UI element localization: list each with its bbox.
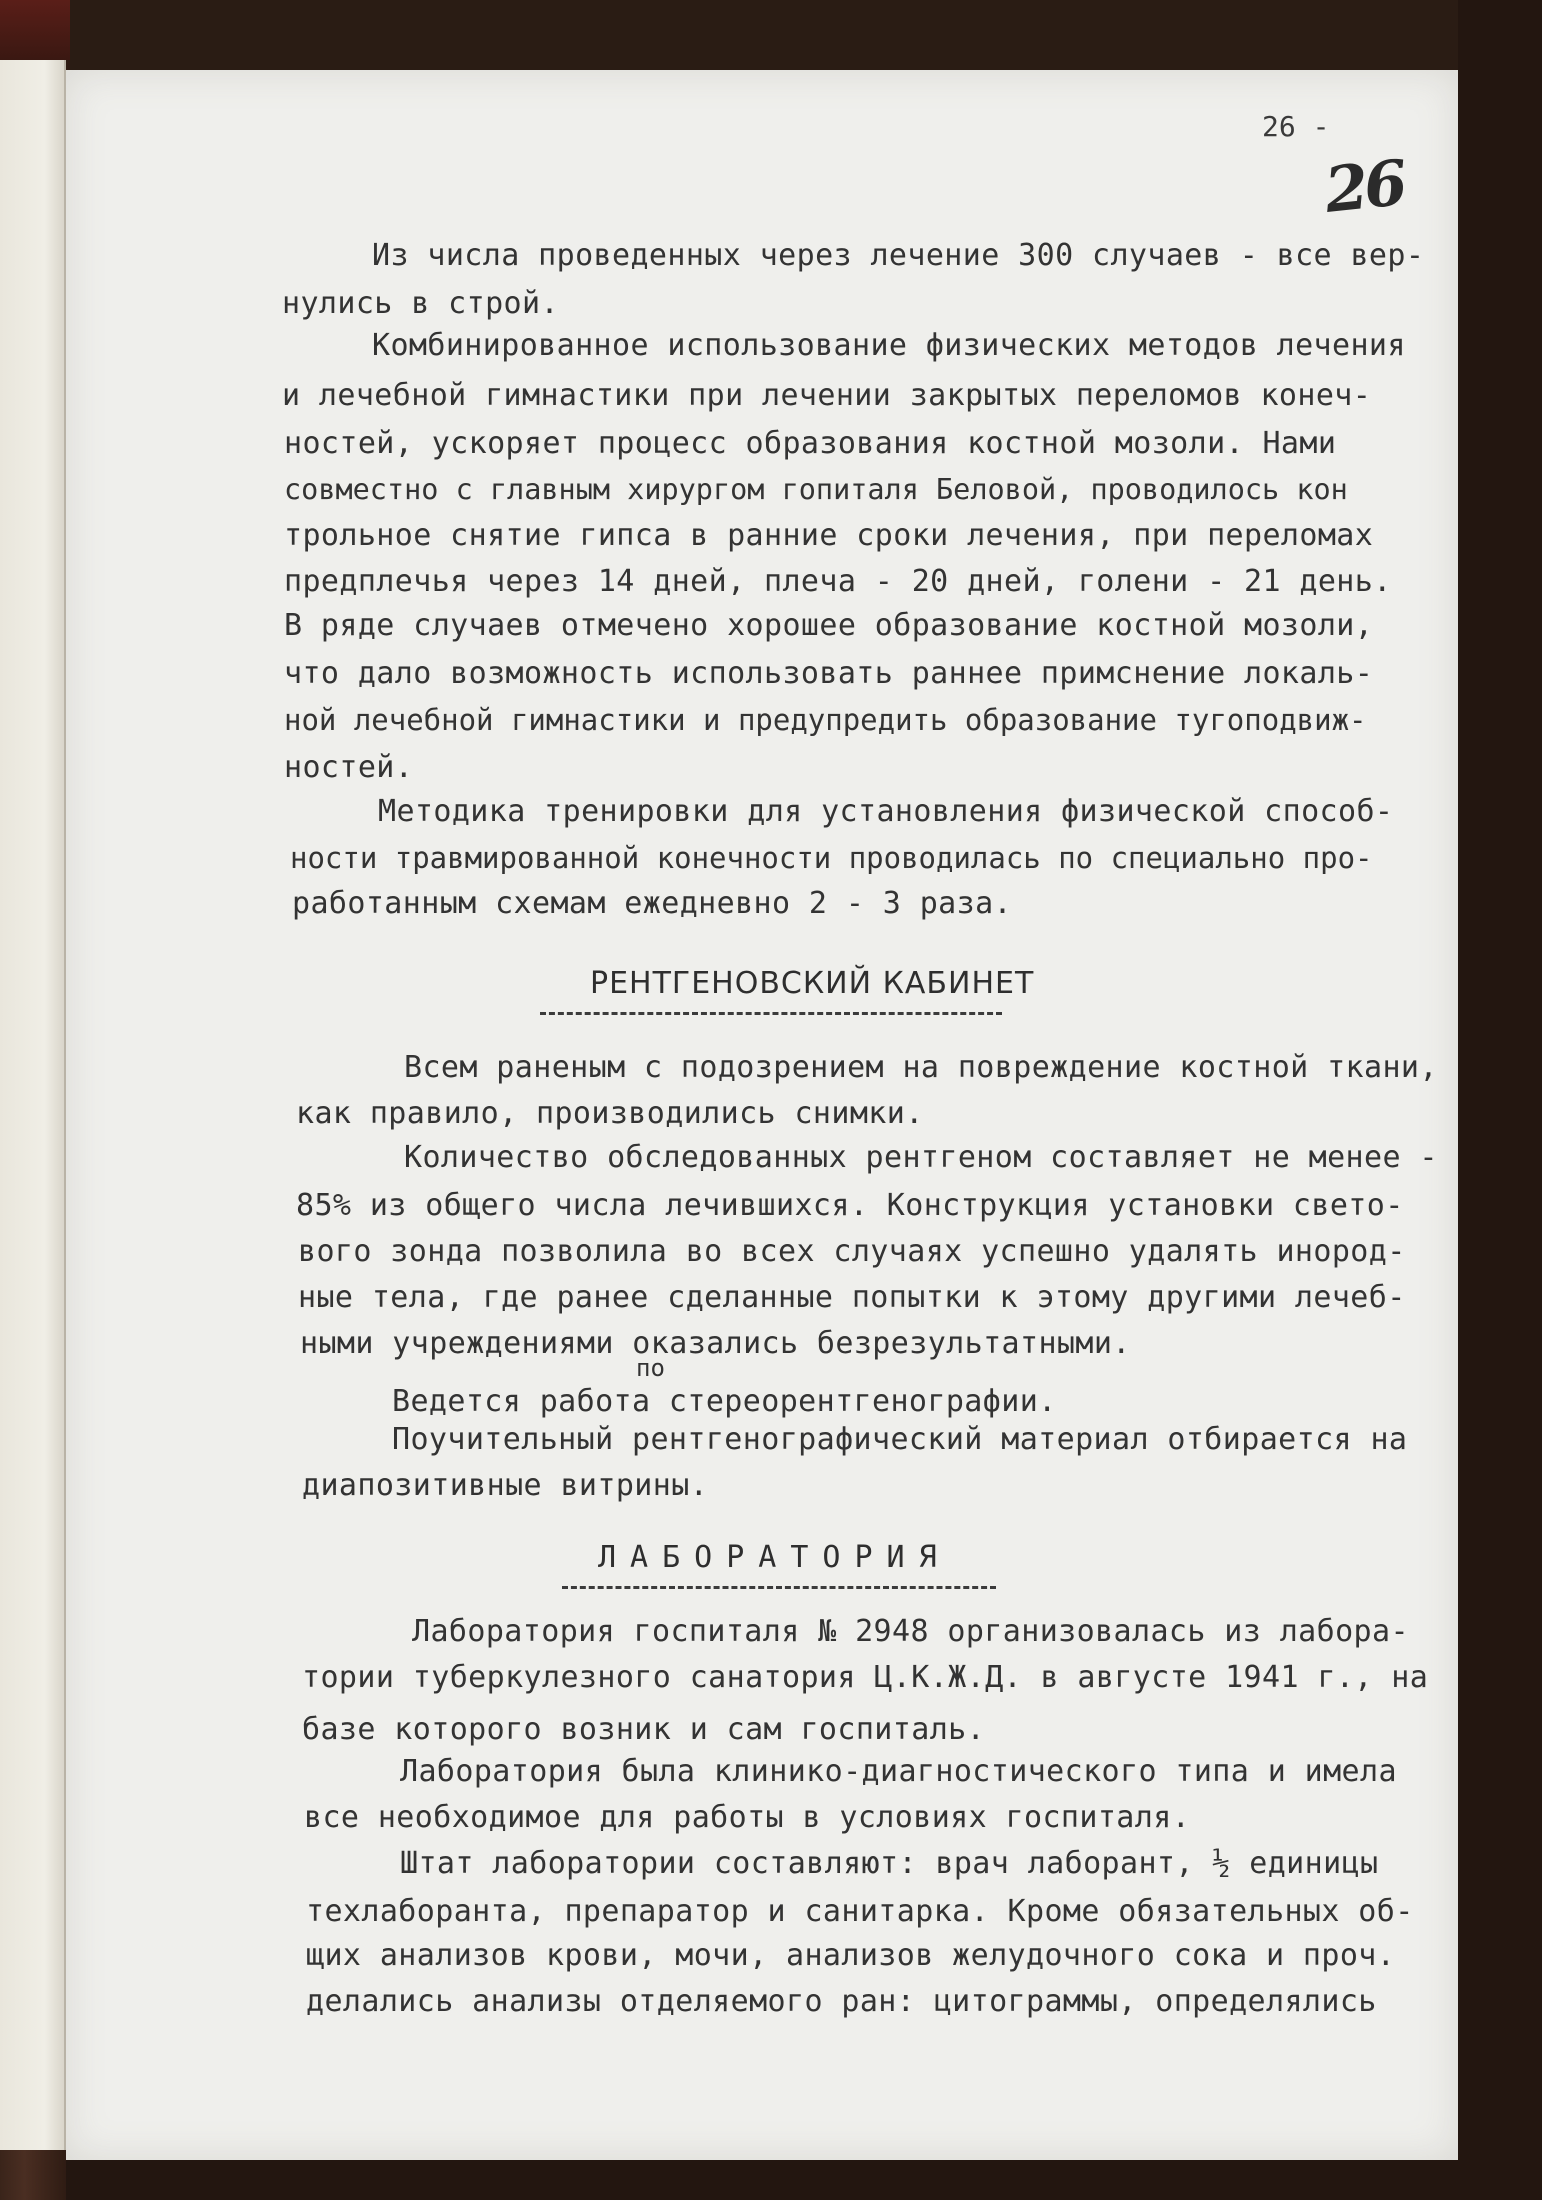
text-line: ности травмированной конечности проводилась по специально про-	[290, 841, 1373, 875]
text-line: Методика тренировки для установления физической способ-	[378, 794, 1394, 829]
text-line: щих анализов крови, мочи, анализов желудочного сока и проч.	[306, 1938, 1396, 1973]
text-line: Штат лаборатории составляют: врач лаборант, ½ единицы	[400, 1846, 1379, 1881]
text-line: ностей.	[284, 750, 414, 785]
handwritten-insertion: по	[636, 1354, 665, 1382]
text-line: Комбинированное использование физических методов лечения	[372, 328, 1406, 363]
text-line: техлаборанта, препаратор и санитарка. Кроме обязательных об-	[306, 1894, 1414, 1929]
text-line: что дало возможность использовать раннее примснение локаль-	[284, 656, 1374, 691]
background-bottom	[66, 2160, 1458, 2200]
text-line: работанным схемам ежедневно 2 - 3 раза.	[292, 886, 1012, 921]
text-line: В ряде случаев отмечено хорошее образование костной мозоли,	[284, 608, 1374, 643]
text-line: совместно с главным хирургом гопиталя Беловой, проводилось кон	[284, 473, 1348, 506]
text-line: ными учреждениями оказались безрезультатными.	[300, 1326, 1131, 1361]
text-line: базе которого возник и сам госпиталь.	[302, 1712, 986, 1747]
background-right	[1458, 0, 1542, 2200]
text-line: Лаборатория госпиталя № 2948 организовалась из лабора-	[412, 1614, 1409, 1649]
section-heading-xray: РЕНТГЕНОВСКИЙ КАБИНЕТ	[590, 966, 1035, 1001]
text-line: 85% из общего числа лечившихся. Конструкция установки свето-	[296, 1188, 1404, 1223]
text-line: вого зонда позволила во всех случаях успешно удалять инород-	[298, 1234, 1406, 1269]
text-line: диапозитивные витрины.	[302, 1468, 709, 1503]
text-line: Из числа проведенных через лечение 300 случаев - все вер-	[372, 238, 1425, 273]
text-line: все необходимое для работы в условиях госпиталя.	[304, 1800, 1191, 1835]
text-line: Поучительный рентгенографический материал отбирается на	[392, 1422, 1408, 1457]
text-line: Ведется работа стереорентгенографии.	[392, 1384, 1057, 1419]
binder-cover-corner	[0, 0, 70, 60]
text-line: ные тела, где ранее сделанные попытки к этому другими лечеб-	[298, 1280, 1406, 1315]
section-heading-laboratory: ЛАБОРАТОРИЯ	[598, 1540, 951, 1575]
page-number: 26 -	[1262, 110, 1330, 143]
text-line: как правило, производились снимки.	[296, 1096, 924, 1131]
text-line: и лечебной гимнастики при лечении закрытых переломов конеч-	[282, 378, 1372, 413]
text-line: ной лечебной гимнастики и предупредить образование тугоподвиж-	[284, 703, 1367, 737]
text-line: делались анализы отделяемого ран: цитограммы, определялись	[306, 1984, 1377, 2019]
text-line: тории туберкулезного санатория Ц.К.Ж.Д. в августе 1941 г., на	[302, 1660, 1429, 1695]
text-line: ностей, ускоряет процесс образования костной мозоли. Нами	[284, 426, 1337, 461]
adjacent-page-edge	[0, 60, 66, 2150]
text-line: Всем раненым с подозрением на повреждение костной ткани,	[404, 1050, 1438, 1085]
text-line: Количество обследованных рентгеном составляет не менее -	[404, 1140, 1438, 1175]
text-line: Лаборатория была клинико-диагностического типа и имела	[400, 1754, 1397, 1789]
heading-underline	[562, 1586, 996, 1589]
text-line: трольное снятие гипса в ранние сроки лечения, при переломах	[284, 518, 1374, 553]
heading-underline	[540, 1012, 1002, 1015]
handwritten-folio-number: 26	[1321, 146, 1407, 227]
text-line: предплечья через 14 дней, плеча - 20 дней, голени - 21 день.	[284, 564, 1392, 599]
text-line: нулись в строй.	[282, 286, 559, 321]
